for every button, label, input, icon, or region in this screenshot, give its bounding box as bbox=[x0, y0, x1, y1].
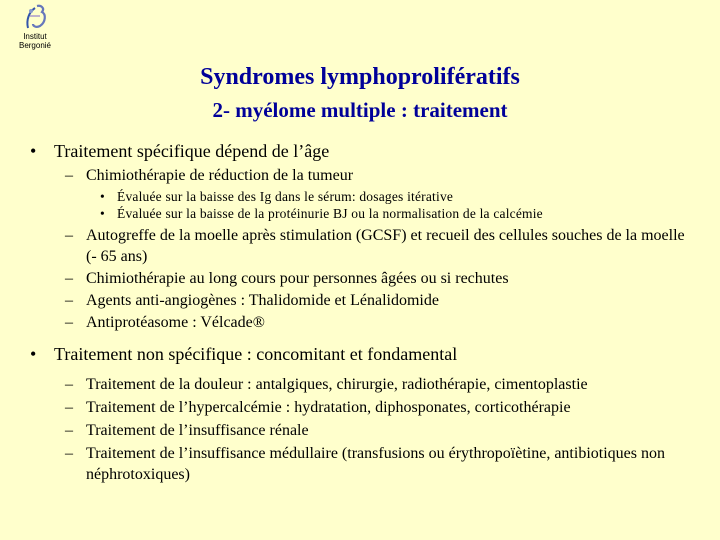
bullet-marker: • bbox=[100, 206, 105, 221]
slide-title: Syndromes lymphoprolifératifs bbox=[200, 64, 520, 90]
sub-bullet-text: Traitement de l’hypercalcémie : hydratation, diphosponates, corticothérapie bbox=[86, 399, 571, 416]
dash-marker: – bbox=[65, 270, 73, 287]
dash-marker: – bbox=[65, 314, 73, 331]
sub-bullet-text: Chimiothérapie au long cours pour personnes âgées ou si rechutes bbox=[86, 270, 509, 287]
sub-bullet-chimio-long-cours bbox=[0, 268, 720, 290]
bullet-marker: • bbox=[30, 141, 37, 161]
sub-bullet-insuffisance-medullaire bbox=[0, 443, 720, 485]
sub-bullet-douleur bbox=[0, 374, 720, 397]
sub-bullet-text: Chimiothérapie de réduction de la tumeur bbox=[86, 167, 354, 184]
sub-sub-bullet-text: Évaluée sur la baisse de la protéinurie BJ ou la normalisation de la calcémie bbox=[117, 206, 543, 221]
sub-bullet-insuffisance-renale bbox=[0, 420, 720, 443]
dash-marker: – bbox=[65, 376, 73, 393]
sub-bullet-text: Autogreffe de la moelle après stimulation (GCSF) et recueil des cellules souches de la moelle (- 65 ans) bbox=[86, 227, 685, 265]
dash-marker: – bbox=[65, 399, 73, 416]
bullet-section-specific bbox=[0, 140, 720, 162]
bullet-marker: • bbox=[30, 344, 37, 364]
slide-subtitle: 2- myélome multiple : traitement bbox=[212, 98, 508, 122]
institut-bergonie-logo bbox=[10, 2, 60, 50]
bullet-text: Traitement non spécifique : concomitant et fondamental bbox=[54, 344, 458, 364]
sub-bullet-text: Agents anti-angiogènes : Thalidomide et Lénalidomide bbox=[86, 292, 439, 309]
dash-marker: – bbox=[65, 167, 73, 184]
bullet-marker: • bbox=[100, 189, 105, 204]
dash-marker: – bbox=[65, 292, 73, 309]
dash-marker: – bbox=[65, 422, 73, 439]
logo-emblem-icon bbox=[20, 2, 50, 32]
sub-bullet-antiproteasome bbox=[0, 312, 720, 334]
bullet-section-non-specific bbox=[0, 343, 720, 365]
sub-bullet-text: Antiprotéasome : Vélcade® bbox=[86, 314, 265, 331]
sub-bullet-text: Traitement de la douleur : antalgiques, chirurgie, radiothérapie, cimentoplastie bbox=[86, 376, 588, 393]
sub-bullet-chimiotherapie bbox=[0, 165, 720, 186]
sub-sub-bullet-text: Évaluée sur la baisse des Ig dans le sérum: dosages itérative bbox=[117, 189, 454, 204]
dash-marker: – bbox=[65, 227, 73, 244]
slide-content bbox=[0, 140, 720, 483]
logo-text-line2: Bergonié bbox=[18, 41, 52, 50]
sub-bullet-anti-angiogenes bbox=[0, 290, 720, 312]
sub-bullet-hypercalcemie bbox=[0, 397, 720, 420]
bullet-text: Traitement spécifique dépend de l’âge bbox=[54, 141, 330, 161]
sub-bullet-text: Traitement de l’insuffisance médullaire (transfusions ou érythropoïètine, antibiotiques non néphrotoxiques) bbox=[86, 445, 665, 483]
logo-text-line1: Institut bbox=[23, 32, 47, 41]
dash-marker: – bbox=[65, 445, 73, 462]
sub-bullet-text: Traitement de l’insuffisance rénale bbox=[86, 422, 309, 439]
sub-bullet-autogreffe bbox=[0, 225, 720, 267]
sub-sub-bullet-proteinurie bbox=[0, 204, 720, 224]
